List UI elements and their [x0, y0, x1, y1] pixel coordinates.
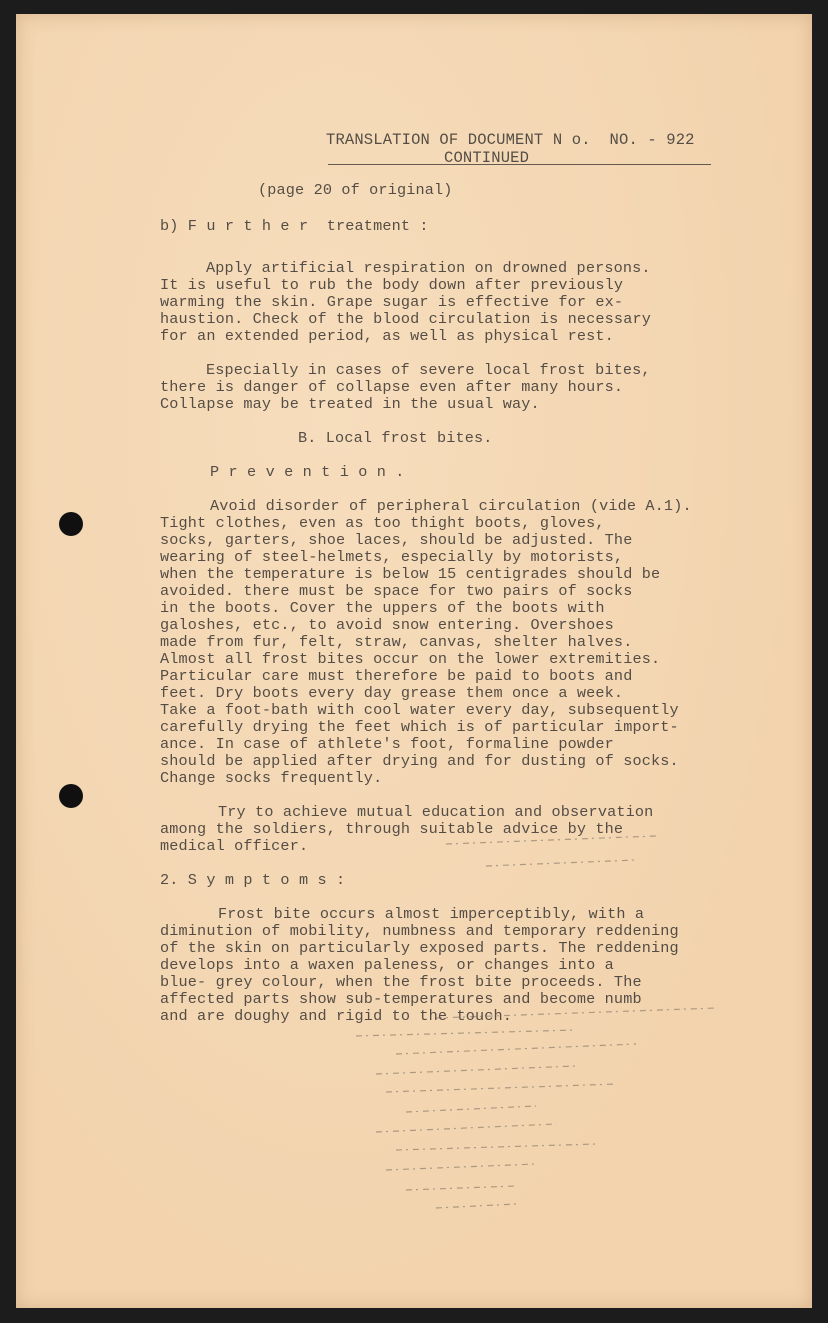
paragraph-line: Take a foot-bath with cool water every day, subsequently: [160, 701, 679, 719]
paragraph-line: there is danger of collapse even after many hours.: [160, 378, 624, 396]
paragraph-line: It is useful to rub the body down after previously: [160, 276, 624, 294]
paragraph-line: Avoid disorder of peripheral circulation (vide A.1).: [210, 497, 692, 515]
paragraph-line: when the temperature is below 15 centigrades should be: [160, 565, 661, 583]
paragraph-line: haustion. Check of the blood circulation is necessary: [160, 310, 651, 328]
paragraph-line: Almost all frost bites occur on the lower extremities.: [160, 650, 661, 668]
paragraph-line: warming the skin. Grape sugar is effective for ex-: [160, 293, 624, 311]
punch-hole-top: [59, 512, 83, 536]
paragraph-line: and are doughy and rigid to the touch.: [160, 1007, 513, 1025]
paragraph-line: socks, garters, shoe laces, should be adjusted. The: [160, 531, 633, 549]
paragraph-line: Particular care must therefore be paid to boots and: [160, 667, 633, 685]
paragraph-line: blue- grey colour, when the frost bite proceeds. The: [160, 973, 642, 991]
punch-hole-bottom: [59, 784, 83, 808]
paragraph-line: medical officer.: [160, 837, 309, 855]
subsection-heading-local-frost-bites: B. Local frost bites.: [298, 429, 493, 447]
paragraph-line: diminution of mobility, numbness and temporary reddening: [160, 922, 679, 940]
paragraph-line: feet. Dry boots every day grease them once a week.: [160, 684, 624, 702]
paragraph-line: avoided. there must be space for two pairs of socks: [160, 582, 633, 600]
document-page: [16, 14, 812, 1308]
paragraph-line: ance. In case of athlete's foot, formaline powder: [160, 735, 614, 753]
document-subtitle: CONTINUED: [444, 149, 530, 167]
paragraph-line: Change socks frequently.: [160, 769, 383, 787]
paragraph-line: develops into a waxen paleness, or changes into a: [160, 956, 614, 974]
paragraph-line: Especially in cases of severe local frost bites,: [206, 361, 651, 379]
paragraph-line: made from fur, felt, straw, canvas, shelter halves.: [160, 633, 633, 651]
paragraph-line: galoshes, etc., to avoid snow entering. Overshoes: [160, 616, 614, 634]
paragraph-line: Collapse may be treated in the usual way.: [160, 395, 540, 413]
paragraph-line: Apply artificial respiration on drowned persons.: [206, 259, 651, 277]
paragraph-line: Frost bite occurs almost imperceptibly, with a: [218, 905, 645, 923]
section-heading-further-treatment: b) F u r t h e r treatment :: [160, 217, 429, 235]
paragraph-line: for an extended period, as well as physical rest.: [160, 327, 614, 345]
paragraph-line: of the skin on particularly exposed parts. The reddening: [160, 939, 679, 957]
document-title: TRANSLATION OF DOCUMENT N o. NO. - 922: [326, 131, 695, 149]
page-reference: (page 20 of original): [258, 181, 453, 199]
paragraph-line: among the soldiers, through suitable advice by the: [160, 820, 624, 838]
paragraph-line: in the boots. Cover the uppers of the boots with: [160, 599, 605, 617]
paragraph-line: wearing of steel-helmets, especially by motorists,: [160, 548, 624, 566]
paragraph-line: Try to achieve mutual education and observation: [218, 803, 654, 821]
paragraph-line: carefully drying the feet which is of particular import-: [160, 718, 679, 736]
paragraph-line: should be applied after drying and for dusting of socks.: [160, 752, 679, 770]
header-underline: [328, 164, 711, 165]
paragraph-line: Tight clothes, even as too thight boots, gloves,: [160, 514, 605, 532]
prevention-heading: P r e v e n t i o n .: [210, 463, 405, 481]
paragraph-line: affected parts show sub-temperatures and become numb: [160, 990, 642, 1008]
symptoms-heading: 2. S y m p t o m s :: [160, 871, 346, 889]
